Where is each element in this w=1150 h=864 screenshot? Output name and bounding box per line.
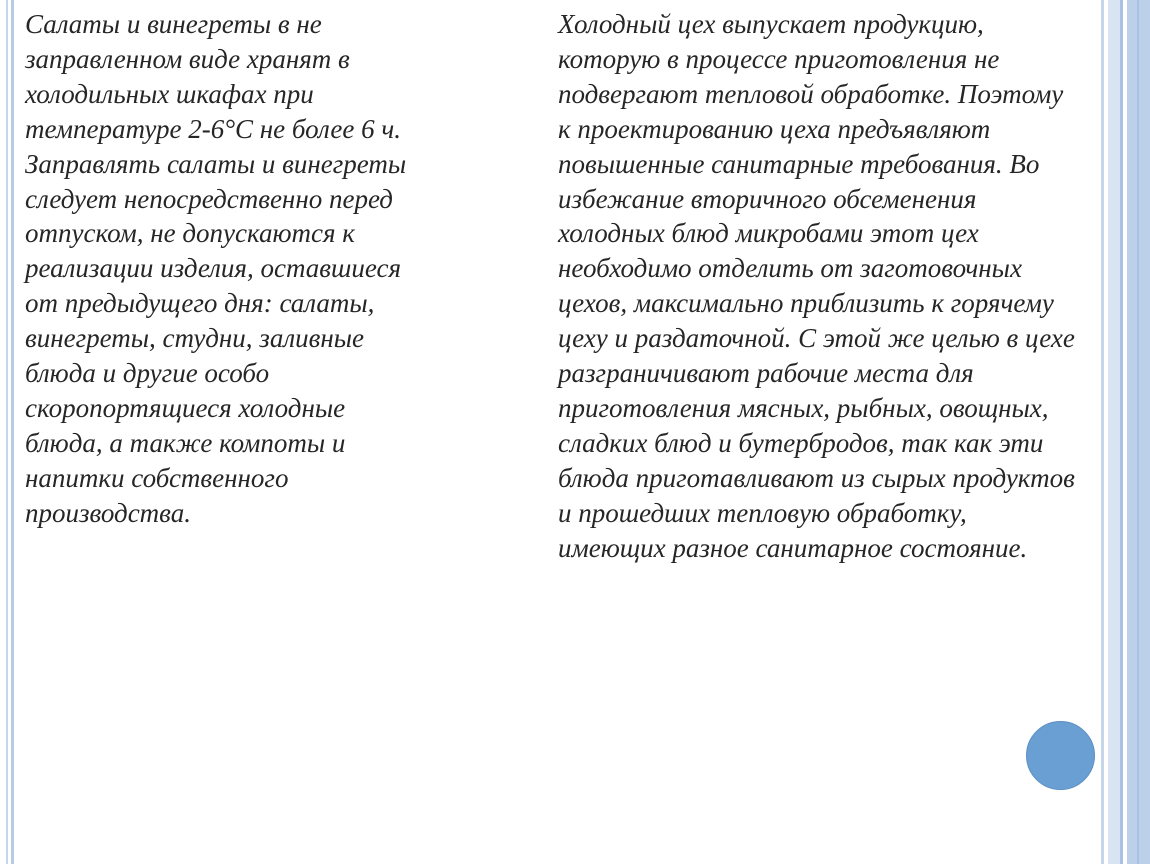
- left-border-line-inner: [11, 0, 14, 864]
- left-border-line: [6, 0, 8, 864]
- left-column-text: Салаты и винегреты в не заправленном виде хранят в холодильных шкафах при температуре 2-6°С не более 6 ч. Заправлять салаты и винегреты следует непосредственно перед отпуском, не допускаются к реализации изделия, оставшиеся от предыдущего дня: салаты, винегреты, студни, заливные блюда и другие особо скоропортящиеся холодные блюда, а также компоты и напитки собственного производства.: [25, 9, 407, 528]
- right-border-edge: [1137, 0, 1139, 864]
- right-border-line-inner: [1120, 0, 1123, 864]
- circle-icon: [1026, 721, 1095, 790]
- right-border-line: [1101, 0, 1104, 864]
- right-column-text: Холодный цех выпускает продукцию, которую в процессе приготовления не подвергают тепловой обработке. Поэтому к проектированию цеха предъявляют повышенные санитарные требования. Во избежание вторичного обсеменения холодных блюд микробами этот цех необходимо отделить от заготовочных цехов, максимально приблизить к горячему цеху и раздаточной. С этой же целью в цехе разграничивают рабочие места для приготовления мясных, рыбных, овощных, сладких блюд и бутербродов, так как эти блюда приготавливают из сырых продуктов и прошедших тепловую обработку, имеющих разное санитарное состояние.: [558, 9, 1075, 563]
- right-border-band: [1108, 0, 1120, 864]
